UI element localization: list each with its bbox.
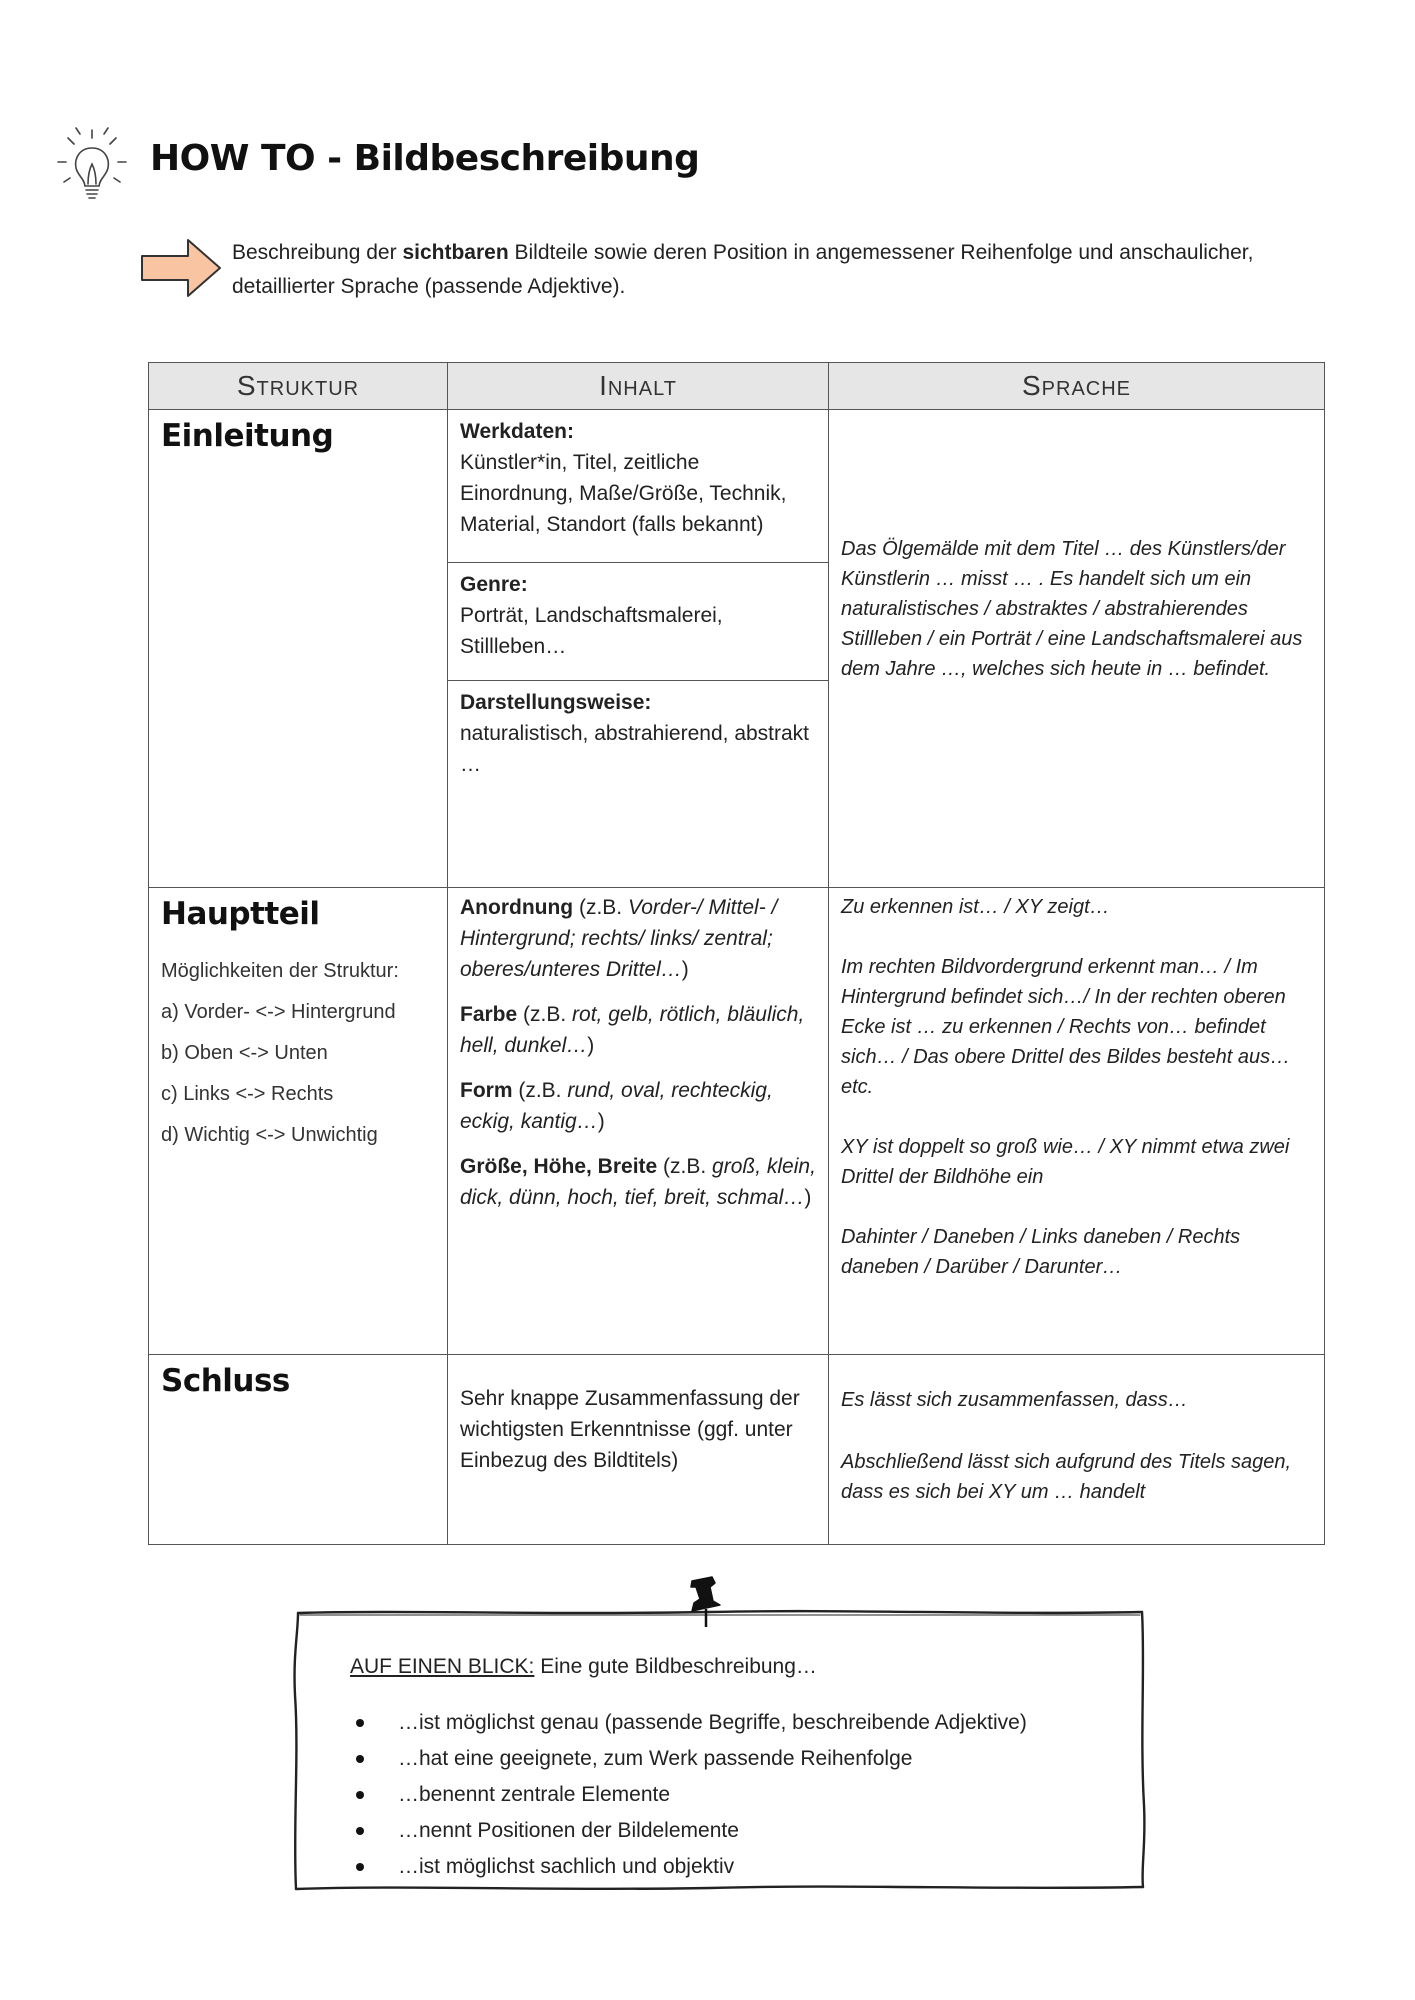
arrow-right-icon (140, 236, 222, 300)
page-title: HOW TO - Bildbeschreibung (150, 138, 700, 179)
header (52, 110, 952, 220)
inhalt-block-darstellungsweise: Darstellungsweise: naturalistisch, abstrahierend, abstrakt … (460, 691, 810, 776)
schluss-inhalt-text: Sehr knappe Zusammenfassung der wichtigsten Erkenntnisse (ggf. unter Einbezug des Bildtitels) (460, 1387, 800, 1472)
summary-list (350, 1705, 1110, 1885)
schluss-sprache-text: Es lässt sich zusammenfassen, dass… Abschließend lässt sich aufgrund des Titels sagen, dass es sich bei XY um … handelt (841, 1389, 1292, 1503)
struktur-option: b) Oben <-> Unten (161, 1042, 328, 1064)
struktur-option: a) Vorder- <-> Hintergrund (161, 1001, 396, 1023)
einleitung-inhalt-cell (448, 410, 829, 888)
lightbulb-icon (52, 110, 132, 210)
bullet-icon (356, 1827, 364, 1835)
hauptteil-sprache-cell (829, 888, 1325, 1355)
table-row-schluss (149, 1355, 1325, 1545)
summary-content (350, 1655, 1110, 1885)
intro-emphasis: sichtbaren (402, 241, 509, 264)
list-item: …nennt Positionen der Bildelemente (350, 1813, 1110, 1849)
schluss-inhalt-cell (448, 1355, 829, 1545)
list-item: …ist möglichst sachlich und objektiv (350, 1849, 1110, 1885)
section-title-hauptteil: Hauptteil (161, 896, 320, 932)
einleitung-sprache-text: Das Ölgemälde mit dem Titel … des Künstlers/der Künstlerin … misst … . Es handelt sich um ein naturalistisches / abstraktes / abstrahierendes Stillleben / ein Porträt / eine Landschaftsmalerei aus dem Jahre …, welches sich heute in … befindet. (841, 538, 1303, 680)
table-row-einleitung (149, 410, 1325, 888)
bullet-icon (356, 1755, 364, 1763)
hauptteil-struktur-cell (149, 888, 448, 1355)
struktur-option: c) Links <-> Rechts (161, 1083, 334, 1105)
bullet-icon (356, 1791, 364, 1799)
bullet-icon (356, 1863, 364, 1871)
list-item: …hat eine geeignete, zum Werk passende Reihenfolge (350, 1741, 1110, 1777)
inhalt-block-genre: Genre: Porträt, Landschaftsmalerei, Stillleben… (448, 563, 828, 681)
inhalt-block-werkdaten: Werkdaten: Künstler*in, Titel, zeitliche Einordnung, Maße/Größe, Technik, Material, Standort (falls bekannt) (448, 410, 828, 563)
pushpin-icon (682, 1575, 728, 1629)
einleitung-sprache-cell (829, 410, 1325, 888)
table-row-hauptteil (149, 888, 1325, 1355)
struktur-options-label: Möglichkeiten der Struktur: (161, 960, 399, 982)
intro-note (140, 236, 1260, 306)
section-title-schluss: Schluss (161, 1363, 290, 1399)
hauptteil-sprache-text: Zu erkennen ist… / XY zeigt… Im rechten Bildvordergrund erkennt man… / Im Hintergrund befindet sich…/ In der rechten oberen Ecke ist … zu erkennen / Rechts von… befindet sich… / Das obere Drittel des Bildes besteht aus…etc. XY ist doppelt so groß wie… / XY nimmt etwa zwei Drittel der Bildhöhe ein Dahinter / Daneben / Links daneben / Rechts daneben / Darüber / Darunter… (841, 896, 1291, 1278)
table-header-row (149, 363, 1325, 410)
summary-heading: AUF EINEN BLICK: Eine gute Bildbeschreibung… (350, 1655, 817, 1678)
list-item: …ist möglichst genau (passende Begriffe, beschreibende Adjektive) (350, 1705, 1110, 1741)
struktur-option: d) Wichtig <-> Unwichtig (161, 1124, 378, 1146)
summary-box (290, 1575, 1150, 1895)
inhalt-form: Form (z.B. rund, oval, rechteckig, eckig, kantig…) (460, 1079, 773, 1133)
list-item: …benennt zentrale Elemente (350, 1777, 1110, 1813)
schluss-struktur-cell (149, 1355, 448, 1545)
inhalt-anordnung: Anordnung (z.B. Vorder-/ Mittel- / Hintergrund; rechts/ links/ zentral; oberes/unteres Drittel…) (460, 896, 778, 981)
intro-text: Beschreibung der sichtbaren Bildteile sowie deren Position in angemessener Reihenfolge und anschaulicher, detaillierter Sprache (passende Adjektive). (232, 241, 1254, 298)
hauptteil-inhalt-cell (448, 888, 829, 1355)
column-header-struktur: Struktur (149, 363, 448, 410)
column-header-inhalt: Inhalt (448, 363, 829, 410)
einleitung-struktur-cell (149, 410, 448, 888)
structure-table (148, 362, 1325, 1545)
inhalt-groesse: Größe, Höhe, Breite (z.B. groß, klein, dick, dünn, hoch, tief, breit, schmal…) (460, 1155, 816, 1209)
inhalt-farbe: Farbe (z.B. rot, gelb, rötlich, bläulich, hell, dunkel…) (460, 1003, 805, 1057)
bullet-icon (356, 1719, 364, 1727)
section-title-einleitung: Einleitung (161, 418, 334, 454)
schluss-sprache-cell (829, 1355, 1325, 1545)
column-header-sprache: Sprache (829, 363, 1325, 410)
